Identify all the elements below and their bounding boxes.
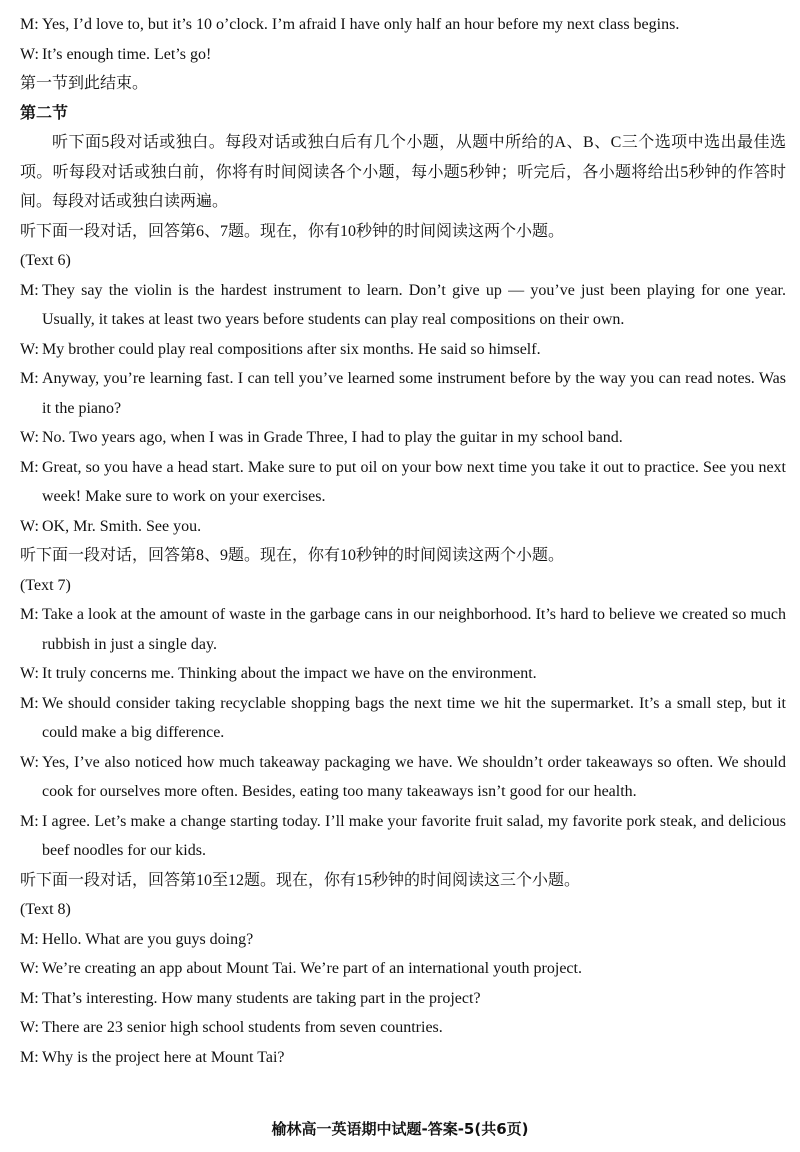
speaker-label: W: xyxy=(20,340,39,358)
dialogue-text: We’re creating an app about Mount Tai. We’re part of an international youth project. xyxy=(42,960,582,977)
text7-prompt: 听下面一段对话，回答第8、9题。现在，你有10秒钟的时间阅读这两个小题。 xyxy=(20,547,565,564)
section1-end-notice: 第一节到此结束。 xyxy=(20,75,149,92)
speaker-label: M: xyxy=(20,458,39,476)
dialogue-text: Great, so you have a head start. Make sure to put oil on your bow next time you take it out to practice. See you next week! Make sure to work on your exercises. xyxy=(42,458,786,505)
text8-line-1 xyxy=(20,925,786,955)
dialogue-text: No. Two years ago, when I was in Grade Three, I had to play the guitar in my school band. xyxy=(42,429,623,446)
text7-line-2 xyxy=(20,659,786,689)
dialogue-text: It’s enough time. Let’s go! xyxy=(42,45,212,63)
speaker-label: W: xyxy=(20,753,39,771)
dialogue-text: Hello. What are you guys doing? xyxy=(42,930,254,948)
section2-instructions: 听下面5段对话或独白。每段对话或独白后有几个小题，从题中所给的A、B、C三个选项中选出最佳选项。听每段对话或独白前，你将有时间阅读各个小题，每小题5秒钟；听完后，各小题将给出5秒钟的作答时间。每段对话或独白读两遍。 xyxy=(20,134,786,210)
speaker-label: M: xyxy=(20,812,39,830)
dialogue-text: That’s interesting. How many students are taking part in the project? xyxy=(42,989,481,1007)
text7-label: (Text 7) xyxy=(20,576,71,594)
opening-line-1 xyxy=(20,10,786,40)
page-footer: 榆林高一英语期中试题-答案-5(共6页) xyxy=(271,1120,529,1138)
dialogue-text: OK, Mr. Smith. See you. xyxy=(42,517,202,535)
text8-prompt: 听下面一段对话，回答第10至12题。现在，你有15秒钟的时间阅读这三个小题。 xyxy=(20,871,581,889)
exam-page xyxy=(20,10,786,1072)
speaker-label: W: xyxy=(20,665,39,682)
text6-line-2 xyxy=(20,335,786,365)
dialogue-text: Take a look at the amount of waste in the garbage cans in our neighborhood. It’s hard to believe we created so much rubbish in just a single day. xyxy=(42,606,786,653)
text7-line-5 xyxy=(20,807,786,866)
speaker-label: W: xyxy=(20,960,39,977)
text8-line-4 xyxy=(20,1013,786,1043)
text6-line-6 xyxy=(20,512,786,542)
text6-line-4 xyxy=(20,423,786,453)
speaker-label: M: xyxy=(20,930,39,948)
text6-line-3 xyxy=(20,364,786,423)
dialogue-text: I agree. Let’s make a change starting today. I’ll make your favorite fruit salad, my favorite pork steak, and delicious beef noodles for our kids. xyxy=(42,812,786,859)
dialogue-text: There are 23 senior high school students from seven countries. xyxy=(42,1019,443,1036)
text7-line-1 xyxy=(20,600,786,659)
dialogue-text: Yes, I’ve also noticed how much takeaway packaging we have. We shouldn’t order takeaways so often. We should cook for ourselves more often. Besides, eating too many takeaways isn’t good for our health. xyxy=(42,753,786,800)
text8-line-5 xyxy=(20,1043,786,1073)
speaker-label: W: xyxy=(20,1019,39,1036)
text8-line-2 xyxy=(20,954,786,984)
speaker-label: M: xyxy=(20,1048,39,1066)
speaker-label: W: xyxy=(20,429,39,446)
speaker-label: M: xyxy=(20,694,39,712)
text6-label: (Text 6) xyxy=(20,252,71,269)
dialogue-text: Anyway, you’re learning fast. I can tell you’ve learned some instrument before by the way you can read notes. Was it the piano? xyxy=(42,370,786,417)
text6-line-5 xyxy=(20,453,786,512)
speaker-label: W: xyxy=(20,45,39,63)
speaker-label: M: xyxy=(20,370,39,387)
speaker-label: M: xyxy=(20,606,39,623)
text8-label: (Text 8) xyxy=(20,901,71,918)
speaker-label: W: xyxy=(20,517,39,535)
opening-line-2 xyxy=(20,40,786,70)
dialogue-text: Yes, I’d love to, but it’s 10 o’clock. I’m afraid I have only half an hour before my next class begins. xyxy=(42,16,680,33)
dialogue-text: It truly concerns me. Thinking about the impact we have on the environment. xyxy=(42,665,537,682)
text7-line-4 xyxy=(20,748,786,807)
dialogue-text: They say the violin is the hardest instrument to learn. Don’t give up — you’ve just been playing for one year. Usually, it takes at least two years before students can play real compositions on their own. xyxy=(42,281,786,328)
speaker-label: M: xyxy=(20,989,39,1007)
section2-heading: 第二节 xyxy=(20,104,69,122)
dialogue-text: We should consider taking recyclable shopping bags the next time we hit the supermarket. It’s a small step, but it could make a big difference. xyxy=(42,694,786,741)
dialogue-text: My brother could play real compositions after six months. He said so himself. xyxy=(42,340,541,358)
dialogue-text: Why is the project here at Mount Tai? xyxy=(42,1048,285,1066)
text7-line-3 xyxy=(20,689,786,748)
speaker-label: M: xyxy=(20,281,39,299)
text8-line-3 xyxy=(20,984,786,1014)
text6-line-1 xyxy=(20,276,786,335)
text6-prompt: 听下面一段对话，回答第6、7题。现在，你有10秒钟的时间阅读这两个小题。 xyxy=(20,222,565,240)
speaker-label: M: xyxy=(20,16,39,33)
